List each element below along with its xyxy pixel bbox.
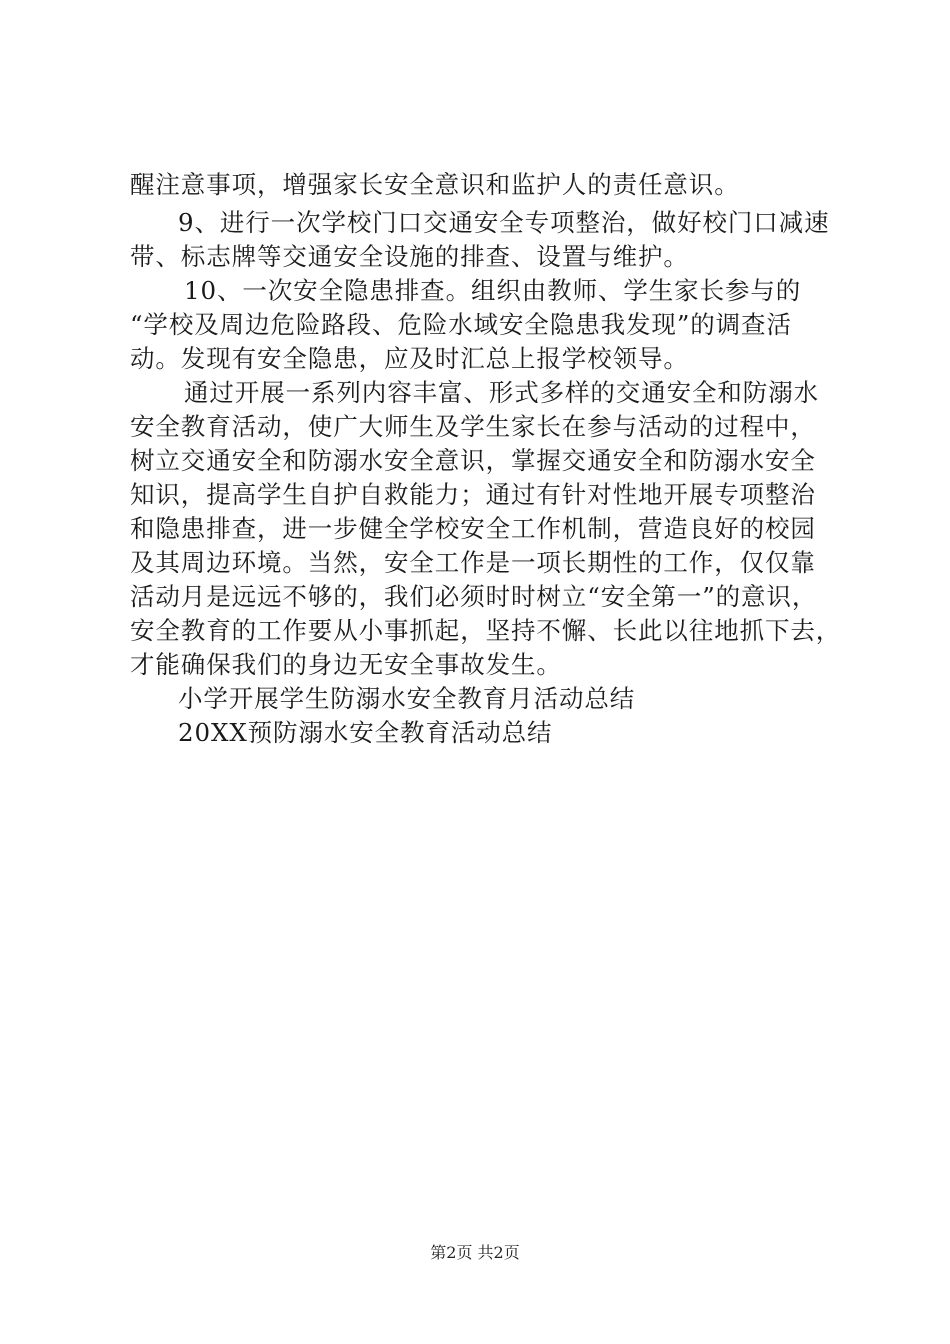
- paragraph-line: 才能确保我们的身边无安全事故发生。: [130, 650, 562, 679]
- paragraph-line: 醒注意事项，增强家长安全意识和监护人的责任意识。: [130, 170, 740, 199]
- paragraph-line: 知识，提高学生自护自救能力；通过有针对性地开展专项整治: [130, 480, 816, 509]
- paragraph-line: 动。发现有安全隐患，应及时汇总上报学校领导。: [130, 344, 689, 373]
- paragraph-line: “学校及周边危险路段、危险水域安全隐患我发现”的调查活: [130, 310, 792, 339]
- page-number: 第2页 共2页: [430, 1243, 520, 1262]
- paragraph-line: 安全教育活动，使广大师生及学生家长在参与活动的过程中，: [130, 412, 816, 441]
- paragraph-line: 及其周边环境。当然，安全工作是一项长期性的工作，仅仅靠: [130, 548, 816, 577]
- related-title: 20XX预防溺水安全教育活动总结: [178, 718, 553, 747]
- paragraph-line: 和隐患排查，进一步健全学校安全工作机制，营造良好的校园: [130, 514, 816, 543]
- paragraph-line: 树立交通安全和防溺水安全意识，掌握交通安全和防溺水安全: [130, 446, 816, 475]
- paragraph-line: 安全教育的工作要从小事抓起，坚持不懈、长此以往地抓下去，: [130, 616, 842, 645]
- paragraph-line: 通过开展一系列内容丰富、形式多样的交通安全和防溺水: [184, 378, 819, 407]
- paragraph-line: 10、一次安全隐患排查。组织由教师、学生家长参与的: [184, 276, 802, 305]
- paragraph-line: 活动月是远远不够的，我们必须时时树立“安全第一”的意识，: [130, 582, 818, 611]
- related-title: 小学开展学生防溺水安全教育月活动总结: [178, 684, 636, 713]
- paragraph-line: 带、标志牌等交通安全设施的排查、设置与维护。: [130, 242, 689, 271]
- paragraph-line: 9、进行一次学校门口交通安全专项整治，做好校门口减速: [178, 208, 830, 237]
